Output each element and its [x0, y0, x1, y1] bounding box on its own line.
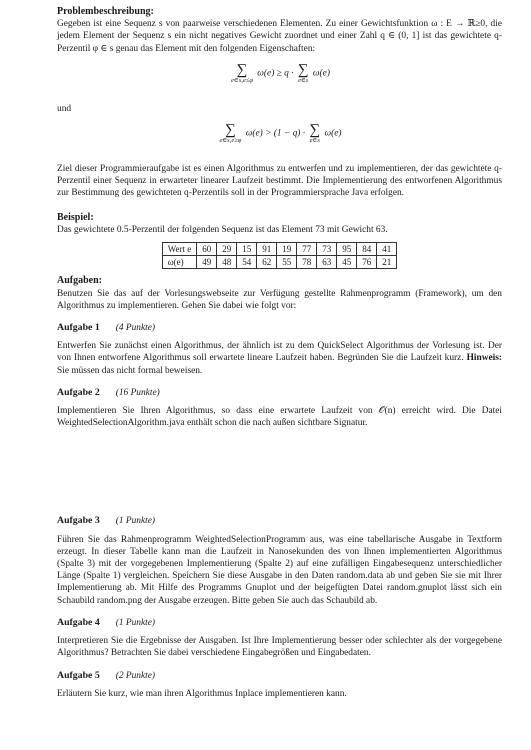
table-cell: 15	[237, 243, 257, 256]
task-body: Implementieren Sie Ihren Algorithmus, so dass eine erwartete Laufzeit von 𝒪(n) erreicht wird. Die Datei WeightedSelectionAlgorithm.java enthält schon die nach außen sichtbare Signatur.	[57, 406, 502, 429]
task-5	[57, 670, 502, 700]
table-cell: 54	[237, 256, 257, 269]
document-page	[57, 6, 502, 700]
formula-2: ∑ e∈s,e≥φ ω(e) > (1 − q) · ∑ e∈s ω(e)	[219, 122, 342, 145]
task-body: Führen Sie das Rahmenprogramm WeightedSelectionProgramm aus, was eine tabellarische Ausgabe in Textform erzeugt. In dieser Tabelle kann man die Laufzeit in Nanosekunden des von Ihnen implementierten Algorithmus (Spalte 3) mit der vorgegebenen Implementierung (Spalte 2) auf eine zufälligen Eingabesequenz unterschiedlicher Länge (Spalte 1) vergleichen. Speichern Sie diese Ausgabe in den Daten random.data ab und geben Sie sie mit Ihrer Implementierung ab. Mit Hilfe des Programms Gnuplot und der beigefügten Datei random.gnuplot lässt sich ein Schaubild random.png der Ausgabe erzeugen. Bitte geben Sie auch das Schaubild ab.	[57, 534, 502, 606]
task-points: (2 Punkte)	[115, 670, 156, 681]
task-title: Aufgabe 1	[57, 322, 100, 334]
task-body: Entwerfen Sie zunächst einen Algorithmus, der ähnlich ist zu dem QuickSelect Algorithmus der Vorlesung ist. Der von Ihnen entworfene Algorithmus soll erwartete lineare Laufzeit haben. Begründen Sie die Laufzeit kurz. Hinweis: Sie müssen das nicht formal beweisen.	[57, 341, 502, 376]
table-cell: 55	[277, 256, 297, 269]
table-cell: 29	[217, 243, 237, 256]
table-cell: 45	[337, 256, 357, 269]
table-cell: 84	[357, 243, 377, 256]
table-cell: 76	[357, 256, 377, 269]
task-title: Aufgabe 4	[57, 616, 100, 628]
task-2	[57, 387, 502, 430]
formula-1: ∑ e∈s,e≤φ ω(e) ≥ q · ∑ e∈s ω(e)	[231, 61, 330, 84]
table-cell: 95	[337, 243, 357, 256]
problem-intro: Gegeben ist eine Sequenz s von paarweise verschiedenen Elementen. Zu einer Gewichtsfunktion ω : E → ℝ≥0, die jedem Element der Sequenz s ein nicht negatives Gewicht zuordnet und einer Zahl q ∈ (0, 1] ist das gewichtete q-Perzentil φ ∈ s genau das Element mit den folgenden Eigenschaften:	[57, 19, 502, 54]
task-1	[57, 322, 502, 377]
table-cell: 73	[317, 243, 337, 256]
task-points: (16 Punkte)	[115, 387, 160, 398]
table-cell: 62	[257, 256, 277, 269]
table-cell: 78	[297, 256, 317, 269]
table-cell: 91	[257, 243, 277, 256]
task-title: Aufgabe 3	[57, 515, 100, 527]
example-text: Das gewichtete 0.5-Perzentil der folgenden Sequenz ist das Element 73 mit Gewicht 63.	[57, 224, 388, 235]
task-3	[57, 515, 502, 606]
table-cell: 48	[217, 256, 237, 269]
and-text: und	[57, 103, 72, 114]
table-cell: 49	[197, 256, 217, 269]
example-table	[162, 242, 398, 269]
table-cell: 63	[317, 256, 337, 269]
tasks-heading: Aufgaben:	[57, 275, 103, 287]
task-points: (1 Punkte)	[115, 617, 156, 628]
table-cell: 77	[297, 243, 317, 256]
task-4	[57, 617, 502, 660]
table-row: Wert e 60 29 15 91 19 77 73 95 84 41	[162, 243, 397, 256]
task-body: Erläutern Sie kurz, wie man ihren Algorithmus Inplace implementieren kann.	[57, 688, 347, 699]
task-title: Aufgabe 5	[57, 669, 100, 681]
tasks-intro-text: Benutzen Sie das auf der Vorlesungswebseite zur Verfügung gestellte Rahmenprogramm (Framework), um den Algorithmus zu implementieren. Gehen Sie dabei wie folgt vor:	[57, 288, 502, 311]
goal-text: Ziel dieser Programmieraufgabe ist es einen Algorithmus zu entwerfen und zu implementieren, der das gewichtete q-Perzentil einer Sequenz in erwarteter linearer Laufzeit bestimmt. Die Implementierung des entworfenen Algorithmus zur Bestimmung des gewichteten q-Perzentils soll in der Programmiersprache Java erfolgen.	[57, 164, 502, 199]
table-cell: 60	[197, 243, 217, 256]
table-cell: 21	[377, 256, 397, 269]
table-cell: 19	[277, 243, 297, 256]
task-points: (1 Punkte)	[115, 516, 156, 527]
problem-heading: Problembeschreibung:	[57, 6, 154, 17]
task-body: Interpretieren Sie die Ergebnisse der Ausgaben. Ist Ihre Implementierung besser oder schlechter als der vorgegebene Algorithmus? Betrachten Sie dabei verschiedene Eingabegrößen und Eingabedaten.	[57, 636, 502, 659]
task-points: (4 Punkte)	[115, 323, 156, 334]
table-cell: 41	[377, 243, 397, 256]
task-title: Aufgabe 2	[57, 386, 100, 398]
example-heading: Beispiel:	[57, 211, 94, 223]
table-row: ω(e) 49 48 54 62 55 78 63 45 76 21	[162, 256, 397, 269]
